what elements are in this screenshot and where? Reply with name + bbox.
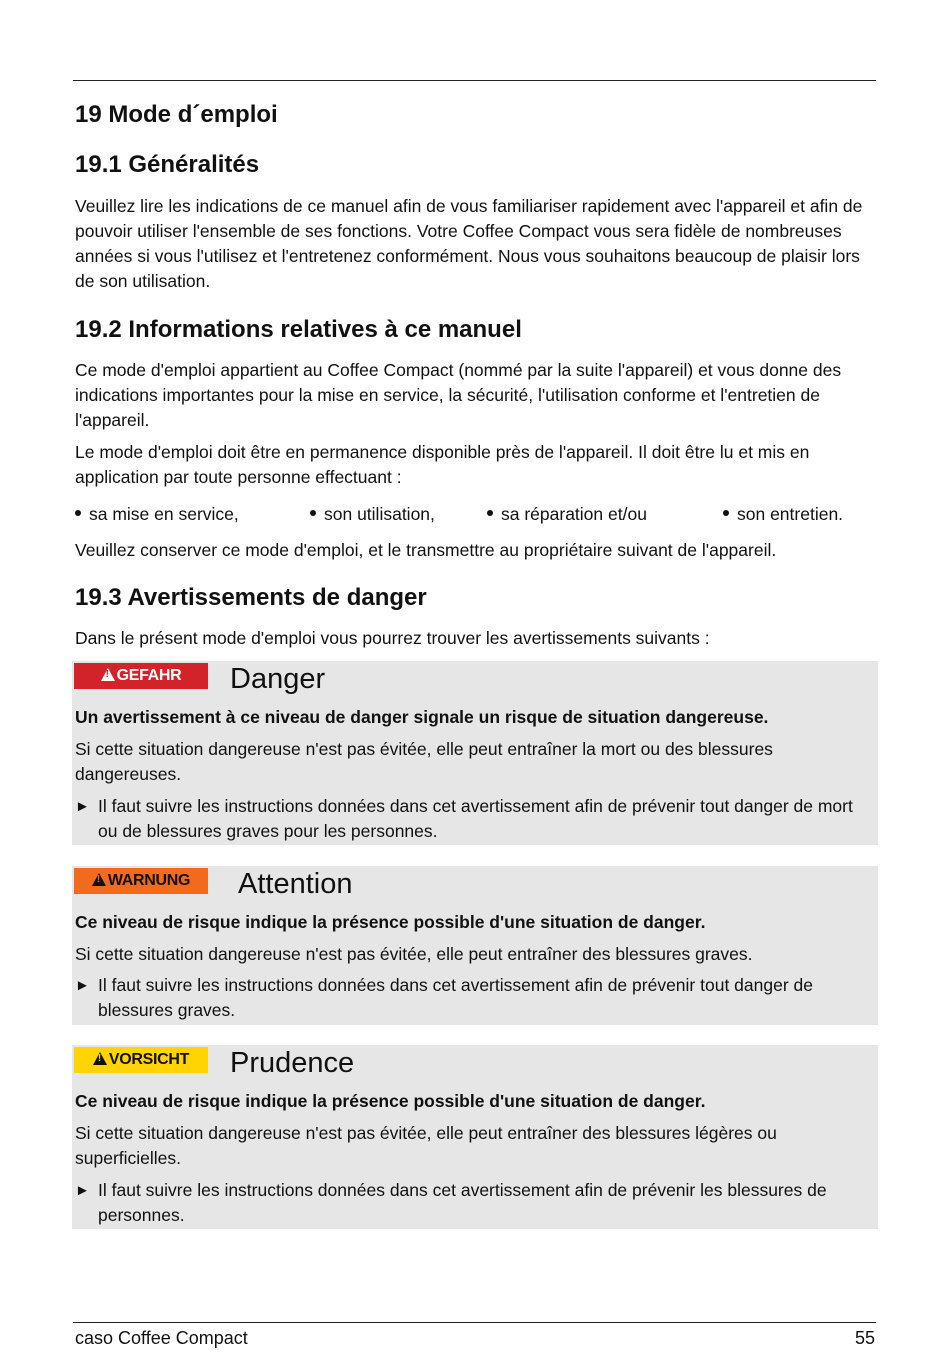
section-title-informations: 19.2 Informations relatives à ce manuel: [75, 316, 522, 343]
footer-product: caso Coffee Compact: [75, 1328, 248, 1348]
warning-instruction: ► Il faut suivre les instructions données dans cet avertissement afin de prévenir les blessures de personnes.: [75, 1180, 827, 1225]
warning-instruction: ► Il faut suivre les instructions données dans cet avertissement afin de prévenir tout danger de blessures graves.: [75, 975, 813, 1020]
warning-text: Si cette situation dangereuse n'est pas évitée, elle peut entraîner des blessures légères ou superficielles.: [75, 1123, 777, 1168]
chapter-title: 19 Mode d´emploi: [75, 101, 278, 128]
warning-triangle-icon: [92, 873, 106, 886]
warning-box-attention: [72, 866, 878, 1025]
bullet-item: son utilisation,: [310, 502, 435, 527]
warning-title: Prudence: [230, 1047, 355, 1079]
warning-bold-text: Un avertissement à ce niveau de danger signale un risque de situation dangereuse.: [75, 707, 769, 727]
bullet-dot: [487, 510, 493, 516]
warning-text: Si cette situation dangereuse n'est pas évitée, elle peut entraîner des blessures graves.: [75, 944, 753, 964]
header-rule: [73, 80, 876, 81]
page-number: 55: [854, 1328, 875, 1348]
warning-triangle-icon: [101, 668, 115, 681]
section-title-generalites: 19.1 Généralités: [75, 151, 260, 178]
arrow-right-icon: ►: [75, 1182, 90, 1199]
warning-bold-text: Ce niveau de risque indique la présence possible d'une situation de danger.: [75, 1091, 706, 1111]
arrow-right-icon: ►: [75, 977, 90, 994]
generalites-body: Veuillez lire les indications de ce manuel afin de vous familiariser rapidement avec l'appareil et afin de pouvoir utiliser l'ensemble de ses fonctions. Votre Coffee Compact vous sera fidèle de nombreuses années si vous l'utilisez et l'entretenez conformément. Nous vous souhaitons beaucoup de plaisir lors de son utilisation.: [75, 196, 863, 291]
bullet-dot: [310, 510, 316, 516]
warning-box-prudence: [72, 1045, 878, 1229]
warning-text: Si cette situation dangereuse n'est pas évitée, elle peut entraîner la mort ou des blessures dangereuses.: [75, 739, 773, 784]
section-title-avertissements: 19.3 Avertissements de danger: [75, 584, 427, 611]
warning-instruction: ► Il faut suivre les instructions données dans cet avertissement afin de prévenir tout danger de mort ou de blessures graves pour les personnes.: [75, 796, 853, 841]
warnung-badge: !WARNUNG: [74, 868, 208, 894]
warning-title: Danger: [230, 663, 326, 695]
warning-box-danger: [72, 661, 878, 845]
bullet-item: sa réparation et/ou: [487, 502, 647, 527]
bullet-item: sa mise en service,: [75, 502, 239, 527]
bullet-dot: [723, 510, 729, 516]
warning-bold-text: Ce niveau de risque indique la présence possible d'une situation de danger.: [75, 912, 706, 932]
informations-para1: Ce mode d'emploi appartient au Coffee Compact (nommé par la suite l'appareil) et vous donne des indications importantes pour la mise en service, la sécurité, l'utilisation conforme et l'entretien de l'appareil.: [75, 360, 842, 430]
warning-triangle-icon: [93, 1052, 107, 1065]
informations-para2: Le mode d'emploi doit être en permanence disponible près de l'appareil. Il doit être lu et mis en application par toute personne effectuant :: [75, 442, 810, 487]
gefahr-badge: !GEFAHR: [74, 663, 208, 689]
informations-para3: Veuillez conserver ce mode d'emploi, et le transmettre au propriétaire suivant de l'appareil.: [75, 540, 777, 560]
warning-title: Attention: [238, 868, 353, 900]
arrow-right-icon: ►: [75, 798, 90, 815]
bullet-dot: [75, 510, 81, 516]
footer-rule: [73, 1322, 876, 1323]
bullet-item: son entretien.: [723, 502, 843, 527]
vorsicht-badge: !VORSICHT: [74, 1047, 208, 1073]
avertissements-intro: Dans le présent mode d'emploi vous pourrez trouver les avertissements suivants :: [75, 628, 710, 648]
